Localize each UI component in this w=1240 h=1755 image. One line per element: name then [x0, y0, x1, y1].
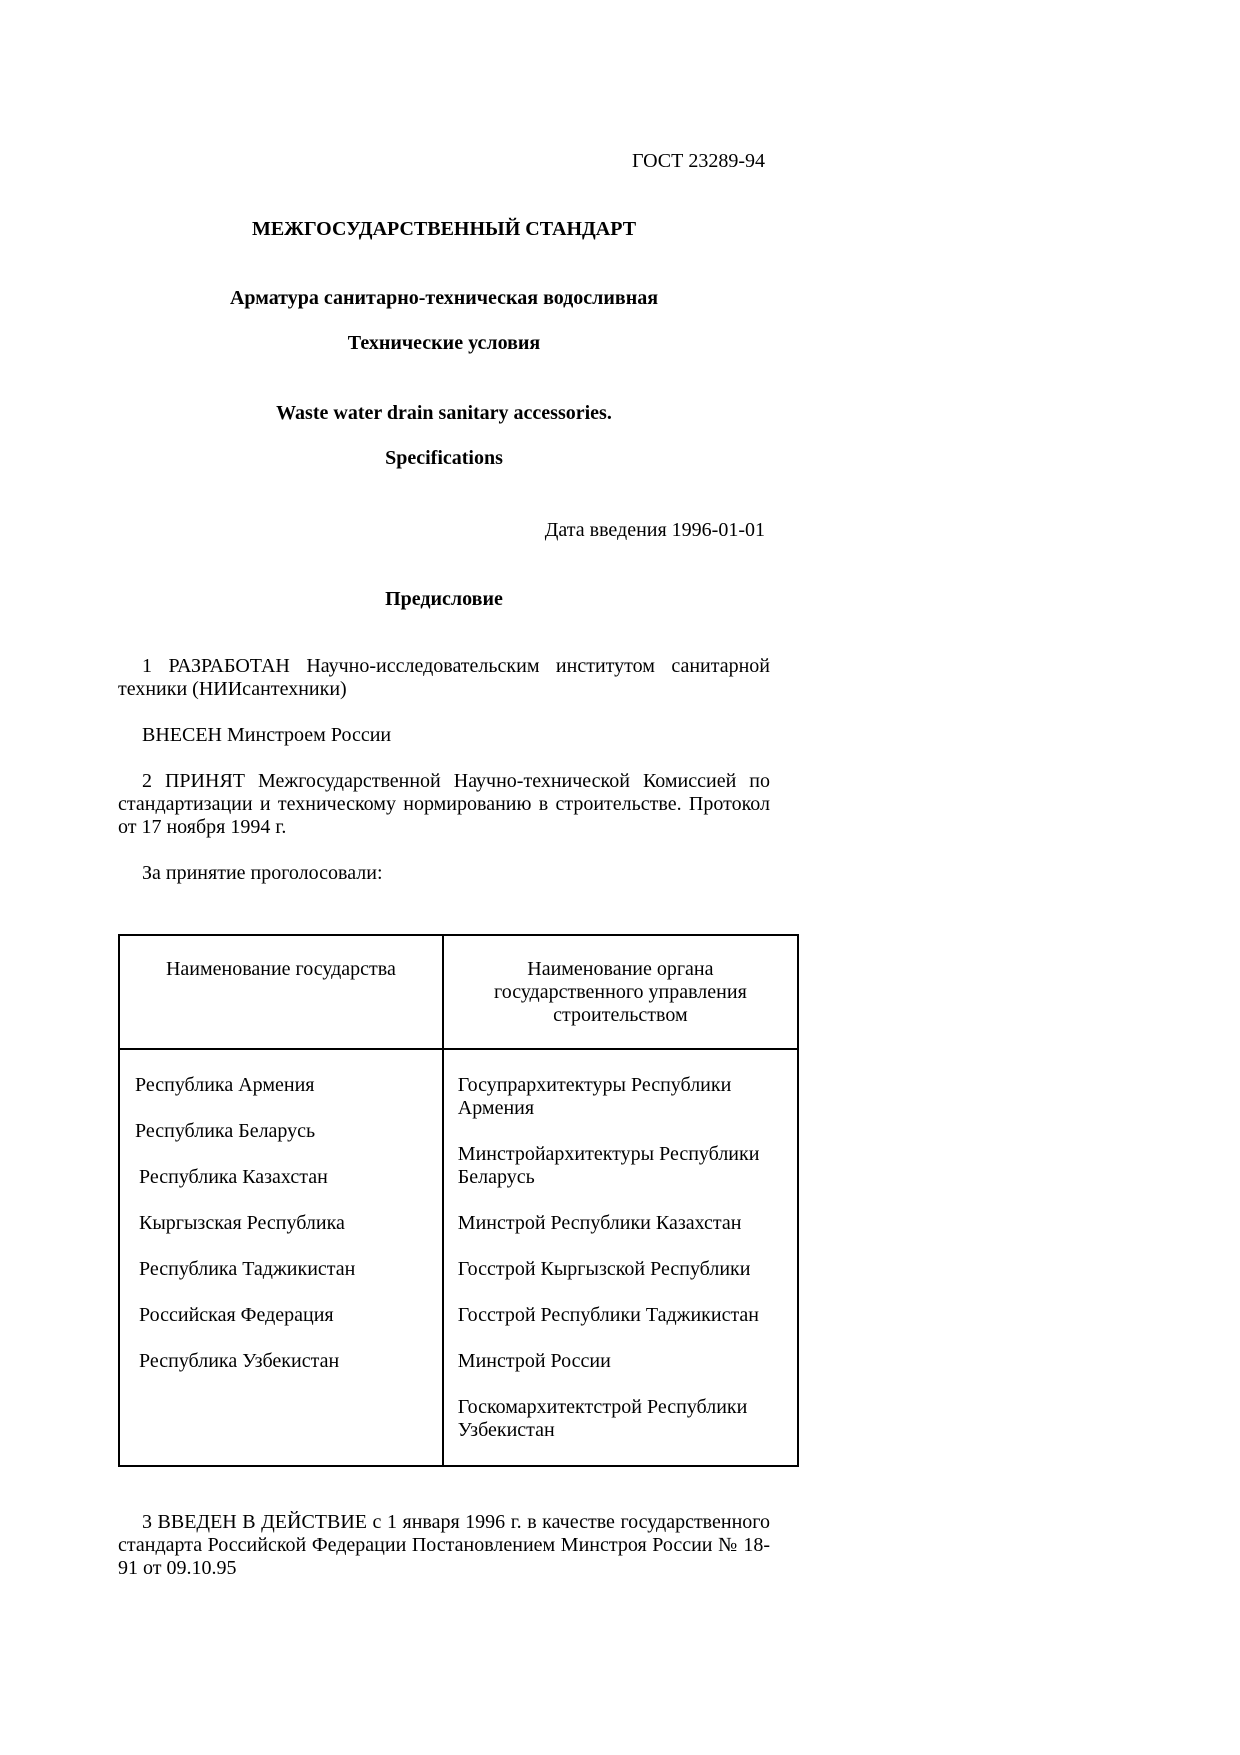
introduction-date: Дата введения 1996-01-01	[544, 519, 765, 541]
list-item: Республика Беларусь	[135, 1120, 316, 1142]
list-item: Кыргызская Республика	[139, 1212, 345, 1234]
list-item: Республика Узбекистан	[139, 1350, 340, 1372]
list-item: Российская Федерация	[139, 1304, 334, 1326]
standard-type-heading: МЕЖГОСУДАРСТВЕННЫЙ СТАНДАРТ	[251, 218, 637, 240]
table-header-state: Наименование государства	[119, 935, 443, 1049]
title-ru: Арматура санитарно-техническая водосливная	[229, 287, 659, 309]
preface-paragraph-4: За принятие проголосовали:	[142, 862, 383, 884]
list-item: Госстрой Кыргызской Республики	[457, 1258, 751, 1280]
list-item: Госстрой Республики Таджикистан	[457, 1304, 760, 1326]
preface-heading: Предисловие	[385, 588, 503, 610]
organs-column	[443, 1049, 798, 1466]
subtitle-ru: Технические условия	[347, 332, 541, 354]
table-header-row	[119, 935, 798, 1049]
list-item: Госупрархитектуры Республики Армения	[457, 1074, 732, 1119]
preface-paragraph-1: 1 РАЗРАБОТАН Научно-исследовательским институтом санитарной техники (НИИсантехники)	[118, 655, 770, 700]
preface-paragraph-5: 3 ВВЕДЕН В ДЕЙСТВИЕ с 1 января 1996 г. в качестве государственного стандарта Российской Федерации Постановлением Минстроя России № 18-91 от 09.10.95	[118, 1511, 770, 1579]
table-body-row	[119, 1049, 798, 1466]
voting-states-table	[118, 934, 799, 1467]
states-column	[119, 1049, 443, 1466]
list-item: Минстрой Республики Казахстан	[457, 1212, 742, 1234]
list-item: Минстройархитектуры Республики Беларусь	[457, 1143, 760, 1188]
organs-list	[444, 1050, 797, 1442]
title-en: Waste water drain sanitary accessories.	[276, 402, 612, 424]
list-item: Республика Армения	[135, 1074, 315, 1096]
list-item: Госкомархитектстрой Республики Узбекистан	[457, 1396, 748, 1441]
table-header-organ: Наименование органа государственного управления строительством	[443, 935, 798, 1049]
document-code: ГОСТ 23289-94	[632, 150, 765, 172]
list-item: Минстрой России	[457, 1350, 611, 1372]
list-item: Республика Таджикистан	[139, 1258, 356, 1280]
list-item: Республика Казахстан	[139, 1166, 328, 1188]
preface-paragraph-2: ВНЕСЕН Минстроем России	[142, 724, 392, 746]
states-list	[120, 1050, 442, 1373]
subtitle-en: Specifications	[385, 447, 503, 469]
preface-paragraph-3: 2 ПРИНЯТ Межгосударственной Научно-технической Комиссией по стандартизации и техническому нормированию в строительстве. Протокол от 17 ноября 1994 г.	[118, 770, 770, 838]
